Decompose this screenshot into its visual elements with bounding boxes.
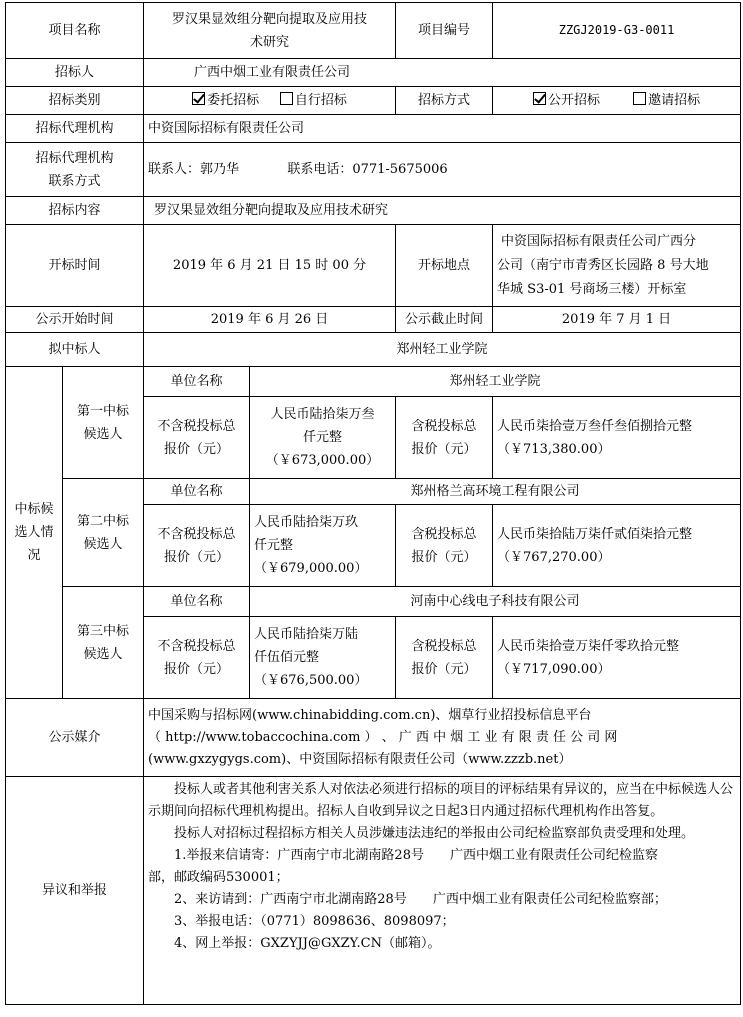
report-item-2: 2、来访请到：广西南宁市北湖南路28号 广西中烟工业有限责任公司纪检监察部； [174, 892, 667, 907]
publicity-start: 2019 年 6 月 26 日 [144, 307, 396, 333]
candidate-2-excl-price: 人民币陆拾柒万玖 仟元整 （￥679,000.00） [250, 505, 396, 587]
excl-tax-label: 不含税投标总 报价（元） [144, 397, 250, 479]
candidate-1-rank: 第一中标 候选人 [63, 367, 144, 479]
agency-value: 中资国际招标有限责任公司 [144, 115, 741, 143]
method-options [493, 87, 741, 115]
incl-tax-label: 含税投标总 报价（元） [396, 397, 493, 479]
opening-place: 中资国际招标有限责任公司广西分 公司（南宁市青秀区长园路 8 号大地 华城 S3-01 号商场三楼）开标室 [493, 225, 741, 307]
project-name-label: 项目名称 [6, 3, 144, 59]
candidate-1-excl-price: 人民币陆拾柒万叁 仟元整 （￥673,000.00） [250, 397, 396, 479]
winner-value: 郑州轻工业学院 [144, 333, 741, 367]
checkbox-checked-icon [192, 92, 205, 105]
objection-label: 异议和举报 [6, 777, 144, 1005]
opening-time-label: 开标时间 [6, 225, 144, 307]
candidates-section-label: 中标候 选人情 况 [6, 367, 63, 699]
checkbox-checked-icon [533, 92, 546, 105]
winner-label: 拟中标人 [6, 333, 144, 367]
candidate-2-incl-price: 人民币柒拾陆万柒仟贰佰柒拾元整 （￥767,270.00） [493, 505, 741, 587]
contact-phone: 联系电话：0771-5675006 [287, 162, 448, 177]
checkbox-icon [280, 92, 293, 105]
category-label: 招标类别 [6, 87, 144, 115]
content-value: 罗汉果显效组分靶向提取及应用技术研究 [144, 197, 741, 225]
option-open[interactable]: 公开招标 [533, 89, 600, 112]
incl-tax-label: 含税投标总 报价（元） [396, 505, 493, 587]
option-entrusted[interactable]: 委托招标 [192, 89, 259, 112]
checkbox-icon [633, 92, 646, 105]
candidate-3-rank: 第三中标 候选人 [63, 587, 144, 699]
opening-time: 2019 年 6 月 21 日 15 时 00 分 [144, 225, 396, 307]
agency-label: 招标代理机构 [6, 115, 144, 143]
candidate-1-unit: 郑州轻工业学院 [250, 367, 741, 397]
publicity-start-label: 公示开始时间 [6, 307, 144, 333]
publicity-end-label: 公示截止时间 [396, 307, 493, 333]
project-name: 罗汉果显效组分靶向提取及应用技 术研究 [144, 3, 396, 59]
candidate-2-rank: 第二中标 候选人 [63, 479, 144, 587]
tenderer-value: 广西中烟工业有限责任公司 [144, 59, 741, 87]
media-label: 公示媒介 [6, 699, 144, 777]
media-value [144, 699, 741, 777]
candidate-3-unit: 河南中心线电子科技有限公司 [250, 587, 741, 617]
media-line-1: 中国采购与招标网(www.chinabidding.com.cn)、烟草行业招投标信息平台 [148, 707, 592, 723]
candidate-3-excl-price: 人民币陆拾柒万陆 仟伍佰元整 （￥676,500.00） [250, 617, 396, 699]
content-label: 招标内容 [6, 197, 144, 225]
candidate-3-incl-price: 人民币柒拾壹万柒仟零玖拾元整 （￥717,090.00） [493, 617, 741, 699]
report-item-1-cont: 部，邮政编码530001； [148, 870, 289, 885]
unit-label: 单位名称 [144, 587, 250, 617]
unit-label: 单位名称 [144, 479, 250, 505]
agency-contact-label: 招标代理机构 联系方式 [6, 143, 144, 197]
media-line-2: （ http://www.tobaccochina.com ） 、 广 西 中 烟 工 业 有 限 责 任 公 司 网 [148, 729, 618, 745]
opening-place-label: 开标地点 [396, 225, 493, 307]
tenderer-label: 招标人 [6, 59, 144, 87]
contact-person: 联系人：郭乃华 [148, 162, 240, 177]
excl-tax-label: 不含税投标总 报价（元） [144, 617, 250, 699]
project-code: ZZGJ2019-G3-0011 [493, 3, 741, 59]
report-item-4: 4、网上举报：GXZYJJ@GXZY.CN（邮箱）。 [174, 936, 441, 951]
candidate-2-unit: 郑州格兰高环境工程有限公司 [250, 479, 741, 505]
option-self[interactable]: 自行招标 [280, 89, 347, 112]
unit-label: 单位名称 [144, 367, 250, 397]
objection-paragraph-2: 投标人对招标过程招标方相关人员涉嫌违法违纪的举报由公司纪检监察部负责受理和处理。 [174, 826, 695, 841]
category-options [144, 87, 396, 115]
report-item-1: 1.举报来信请寄：广西南宁市北湖南路28号 广西中烟工业有限责任公司纪检监察 [174, 848, 658, 863]
publicity-end: 2019 年 7 月 1 日 [493, 307, 741, 333]
project-code-label: 项目编号 [396, 3, 493, 59]
method-label: 招标方式 [396, 87, 493, 115]
incl-tax-label: 含税投标总 报价（元） [396, 617, 493, 699]
option-invite[interactable]: 邀请招标 [633, 89, 700, 112]
objection-paragraph-1: 投标人或者其他利害关系人对依法必须进行招标的项目的评标结果有异议的，应当在中标候选人公示期间向招标代理机构提出。招标人自收到异议之日起3日内通过招标代理机构作出答复。 [148, 782, 734, 819]
objection-value [144, 777, 741, 1005]
bid-result-table [5, 2, 741, 1005]
report-item-3: 3、举报电话：（0771）8098636、8098097； [174, 914, 455, 929]
candidate-1-incl-price: 人民币柒拾壹万叁仟叁佰捌拾元整 （￥713,380.00） [493, 397, 741, 479]
excl-tax-label: 不含税投标总 报价（元） [144, 505, 250, 587]
agency-contact-value [144, 143, 741, 197]
media-line-3: (www.gxzygygs.com)、中资国际招标有限责任公司（www.zzzb.net） [148, 751, 572, 767]
